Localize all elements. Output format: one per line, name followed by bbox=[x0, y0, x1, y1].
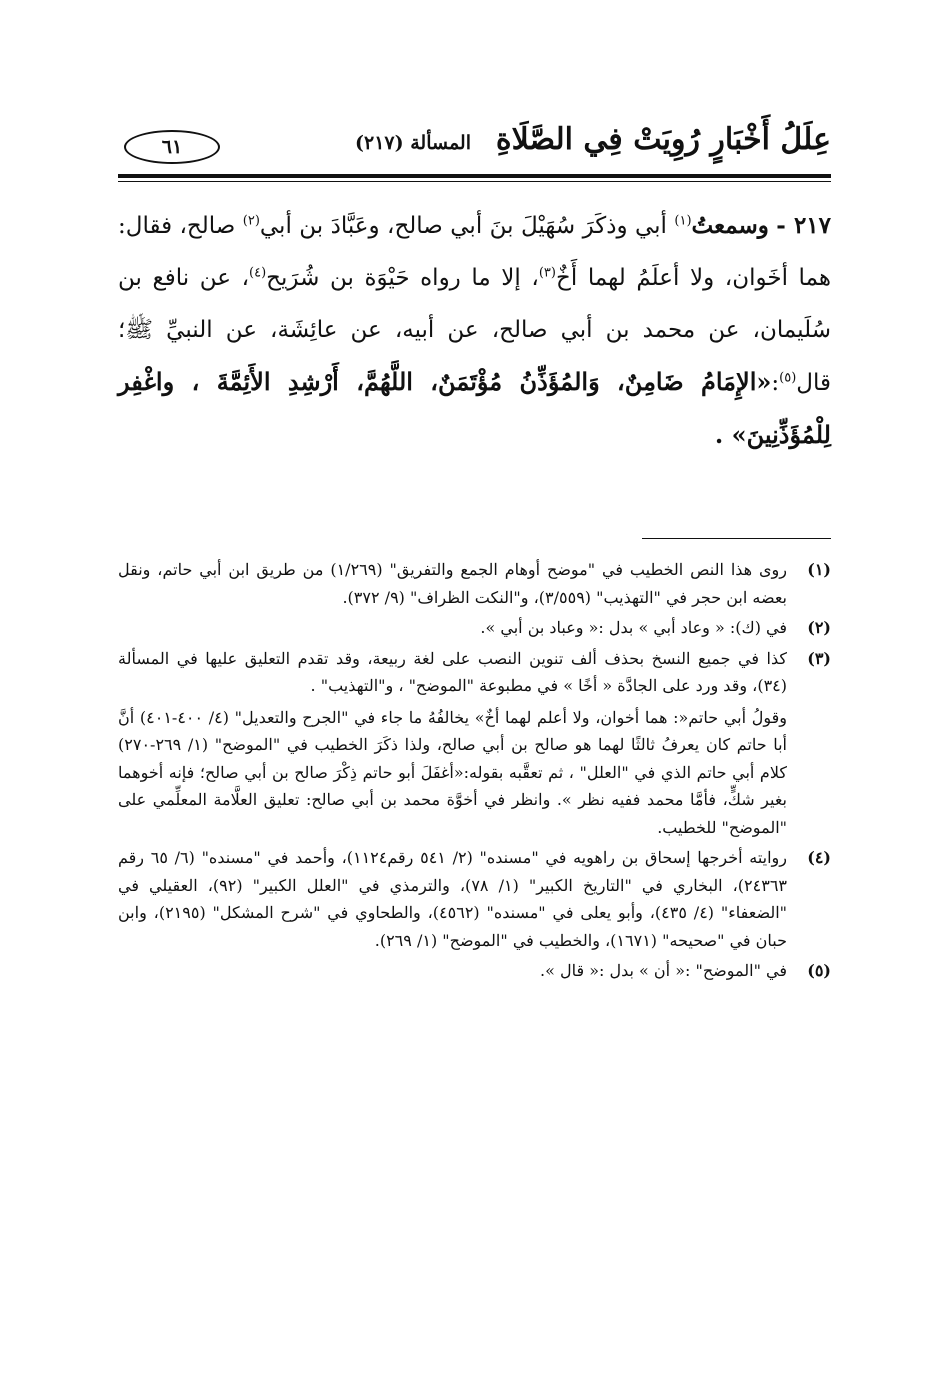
footnotes bbox=[118, 556, 831, 988]
footnote-ref: (١) bbox=[674, 213, 692, 229]
main-text bbox=[118, 200, 831, 462]
footnote-text: كذا في جميع النسخ بحذف ألف تنوين النصب على لغة ربيعة، وقد تقدم التعليق عليها في المسألة (٣٤)، وقد ورد على الجادَّة « أخًا » في مطبوعة "الموضح" ، و"التهذيب" . bbox=[118, 648, 787, 695]
paragraph-part: ، عن نافع بن سُلَيمان، عن محمد بن أبي صالح، عن أبيه، عن عائِشَة، عن النبيِّ ﷺ؛ قال bbox=[118, 265, 831, 396]
header-rule-thick bbox=[118, 174, 831, 178]
footnote-ref: (٣) bbox=[538, 265, 556, 281]
footnote-number: (٥) bbox=[807, 961, 831, 980]
footnote-divider bbox=[642, 538, 831, 539]
footnote-ref: (٤) bbox=[249, 265, 267, 281]
footnote bbox=[118, 645, 831, 842]
footnote bbox=[118, 844, 831, 954]
footnote bbox=[118, 556, 831, 611]
footnote bbox=[118, 957, 831, 985]
footnote-number: (٢) bbox=[807, 618, 831, 637]
footnote-number: (٣) bbox=[807, 648, 831, 668]
hadith-text: «الإِمَامُ ضَامِنٌ، وَالمُؤَذِّنُ مُؤْتَمَنٌ، اللَّهُمَّ، أَرْشِدِ الأَئِمَّةَ ، واغْفِر لِلْمُؤَذِّنِينَ» . bbox=[118, 367, 831, 449]
paragraph-part: صالح، فقال: هما أخَوان، ولا أعلَمُ لهما أَخٌ bbox=[118, 213, 831, 291]
footnote-number: (٤) bbox=[807, 848, 831, 867]
header-rule-thin bbox=[118, 181, 831, 182]
running-header bbox=[118, 118, 831, 170]
issue-number: ٢١٧ - bbox=[776, 212, 832, 239]
issue-paragraph bbox=[118, 200, 831, 462]
footnote-text: وقولُ أبي حاتم«: هما أخوان، ولا أعلم لهما أخٌ» يخالفُهُ ما جاء في "الجرح والتعديل" (٤/ ٤٠٠-٤٠١) أنَّ أبا حاتم كان يعرفُ ثالثًا لهما هو صالح بن أبي صالح، ولذا ذكَرَ الخطيب في "الموضح" (١/ ٢٦٩-٢٧٠) كلام أبي حاتم الذي في "العلل" ، ثم تعقَّبه بقوله:«أغفَلَ أبو حاتم ذِكْرَ صالح بن أبي صالح؛ فإنه أخوهما بغير شكٍّ، فأمَّا محمد ففيه نظر ». وانظر في أخوَّة محمد بن أبي صالح: تعليق العلَّامة المعلِّمي على "الموضح" للخطيب. bbox=[118, 707, 787, 837]
paragraph-part: أبي وذكَرَ سُهَيْلَ بنَ أبي صالح، وعَبَّادَ بن أبي bbox=[259, 213, 675, 239]
book-title: عِلَلُ أَخْبَارٍ رُوِيَتْ فِي الصَّلَاةِ bbox=[495, 122, 831, 157]
footnote-text: روى هذا النص الخطيب في "موضح أوهام الجمع والتفريق" (١/٢٦٩) من طريق ابن أبي حاتم، ونقل بعضه ابن حجر في "التهذيب" (٣/٥٥٩)، و"النكت الظراف" (٩/ ٣٧٢). bbox=[118, 560, 787, 607]
footnote bbox=[118, 614, 831, 642]
paragraph-part: وسمعتُ bbox=[691, 212, 769, 239]
footnote-text: في "الموضح" :« أن » بدل :« قال ». bbox=[540, 961, 787, 980]
page-number: ٦١ bbox=[124, 130, 220, 164]
footnote-text: روايته أخرجها إسحاق بن راهويه في "مسنده" (٢/ ٥٤١ رقم١١٢٤)، وأحمد في "مسنده" (٦/ ٦٥ رقم ٢٤٣٦٣)، البخاري في "التاريخ الكبير" (١/ ٧٨)، والترمذي في "العلل الكبير" (٩٢)، العقيلي في "الضعفاء" (٤/ ٤٣٥)، وأبو يعلى في "مسنده" (٤٥٦٢)، والطحاوي في "شرح المشكل" (٢١٩٥)، وابن حبان في "صحيحه" (١٦٧١)، والخطيب في "الموضح" (١/ ٢٦٩). bbox=[118, 848, 788, 950]
paragraph-part: : bbox=[771, 370, 780, 396]
footnote-ref: (٥) bbox=[779, 370, 797, 386]
footnote-ref: (٢) bbox=[242, 213, 260, 229]
paragraph-part: ، إلا ما رواه حَيْوَة بن شُرَيح bbox=[266, 265, 539, 291]
issue-label: المسألة (٢١٧) bbox=[355, 132, 471, 154]
footnote-number: (١) bbox=[807, 560, 831, 579]
footnote-text: في (ك): « وعاد أبي » بدل :« وعباد بن أبي ». bbox=[480, 618, 787, 637]
